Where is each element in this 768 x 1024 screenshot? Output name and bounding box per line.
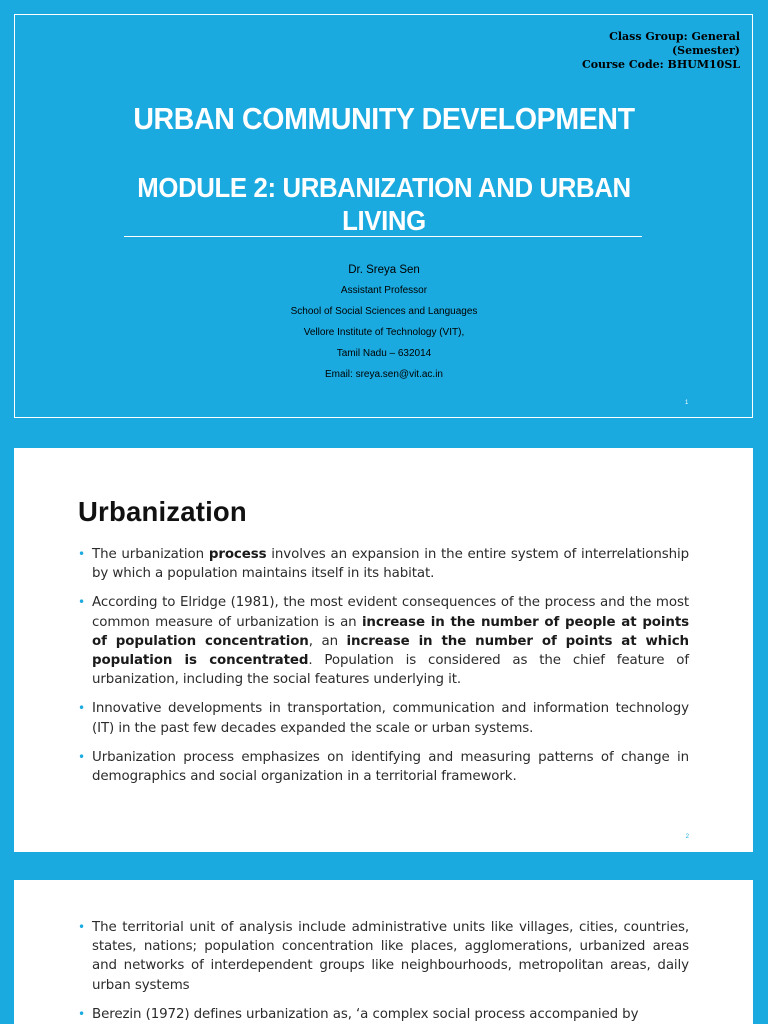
list-item [76, 918, 689, 995]
author-school: School of Social Sciences and Languages [290, 306, 478, 317]
slide-number: 1 [685, 400, 689, 406]
bullet-text: Urbanization process emphasizes on identifying and measuring patterns of change in demographics and social organization in a territorial framework. [92, 749, 689, 785]
emphasized-text: increase in the number of people at points of population concentration [92, 614, 689, 649]
course-info [582, 30, 740, 72]
emphasized-text: process [208, 547, 267, 562]
bullet-text: . Population is considered as the chief feature of urbanization, including the social features underlying it. [92, 653, 690, 688]
emphasized-text: increase in the number of points at which population is concentrated [92, 633, 689, 669]
bullet-text: Berezin (1972) defines urbanization as, ‘a complex social process accompanied by [92, 1006, 639, 1022]
bullet-text: Innovative developments in transportation, communication and information technology (IT) in the past few decades expanded the scale or urban systems. [92, 701, 689, 736]
title-slide [0, 0, 768, 432]
bullet-dot-icon: • [78, 1006, 85, 1021]
author-block [0, 262, 768, 388]
course-info-course-code: Course Code: BHUM10SL [581, 58, 740, 71]
title-divider [124, 236, 642, 237]
list-item [76, 1005, 689, 1024]
bullet-dot-icon: • [78, 547, 85, 561]
bullet-text: involves an expansion in the entire system of interrelationship by which a population maintains itself in its habitat. [92, 547, 689, 582]
slide-heading: Urbanization [78, 496, 247, 527]
list-item [76, 593, 689, 689]
bullet-dot-icon: • [78, 595, 85, 610]
author-institute: Vellore Institute of Technology (VIT), [303, 327, 465, 338]
bullet-text: The territorial unit of analysis include administrative units like villages, cities, countries, states, nations; population concentration like places, agglomerations, urbanized areas and networks of interdependent groups like neighbourhoods, metropolitan areas, daily urban systems [92, 920, 689, 993]
list-item [76, 545, 689, 583]
author-title: Assistant Professor [340, 285, 428, 296]
bullet-list [76, 918, 689, 1024]
bullet-text: According to Elridge (1981), the most evident consequences of the process and the most common measure of urbanization is an [92, 595, 689, 630]
author-email: Email: sreya.sen@vit.ac.in [325, 369, 443, 380]
list-item [76, 699, 689, 737]
bullet-dot-icon: • [78, 920, 85, 934]
module-title-line-2: LIVING [342, 205, 426, 236]
list-item [76, 748, 689, 786]
bullet-dot-icon: • [78, 749, 85, 764]
author-name: Dr. Sreya Sen [348, 264, 420, 276]
course-info-class-group: Class Group: General [609, 30, 740, 43]
module-title-line-1: MODULE 2: URBANIZATION AND URBAN [137, 172, 631, 203]
bullet-dot-icon: • [78, 701, 85, 716]
bullet-text: , an [308, 633, 347, 649]
urbanization-slide [14, 448, 753, 852]
bullet-text: The urbanization [92, 547, 209, 562]
course-title: URBAN COMMUNITY DEVELOPMENT [133, 101, 635, 136]
territorial-analysis-slide [14, 880, 753, 1024]
author-location: Tamil Nadu – 632014 [336, 348, 432, 359]
slide-number: 2 [685, 834, 689, 840]
module-title [31, 171, 738, 237]
course-info-semester: (Semester) [671, 44, 740, 57]
bullet-list [76, 545, 689, 796]
